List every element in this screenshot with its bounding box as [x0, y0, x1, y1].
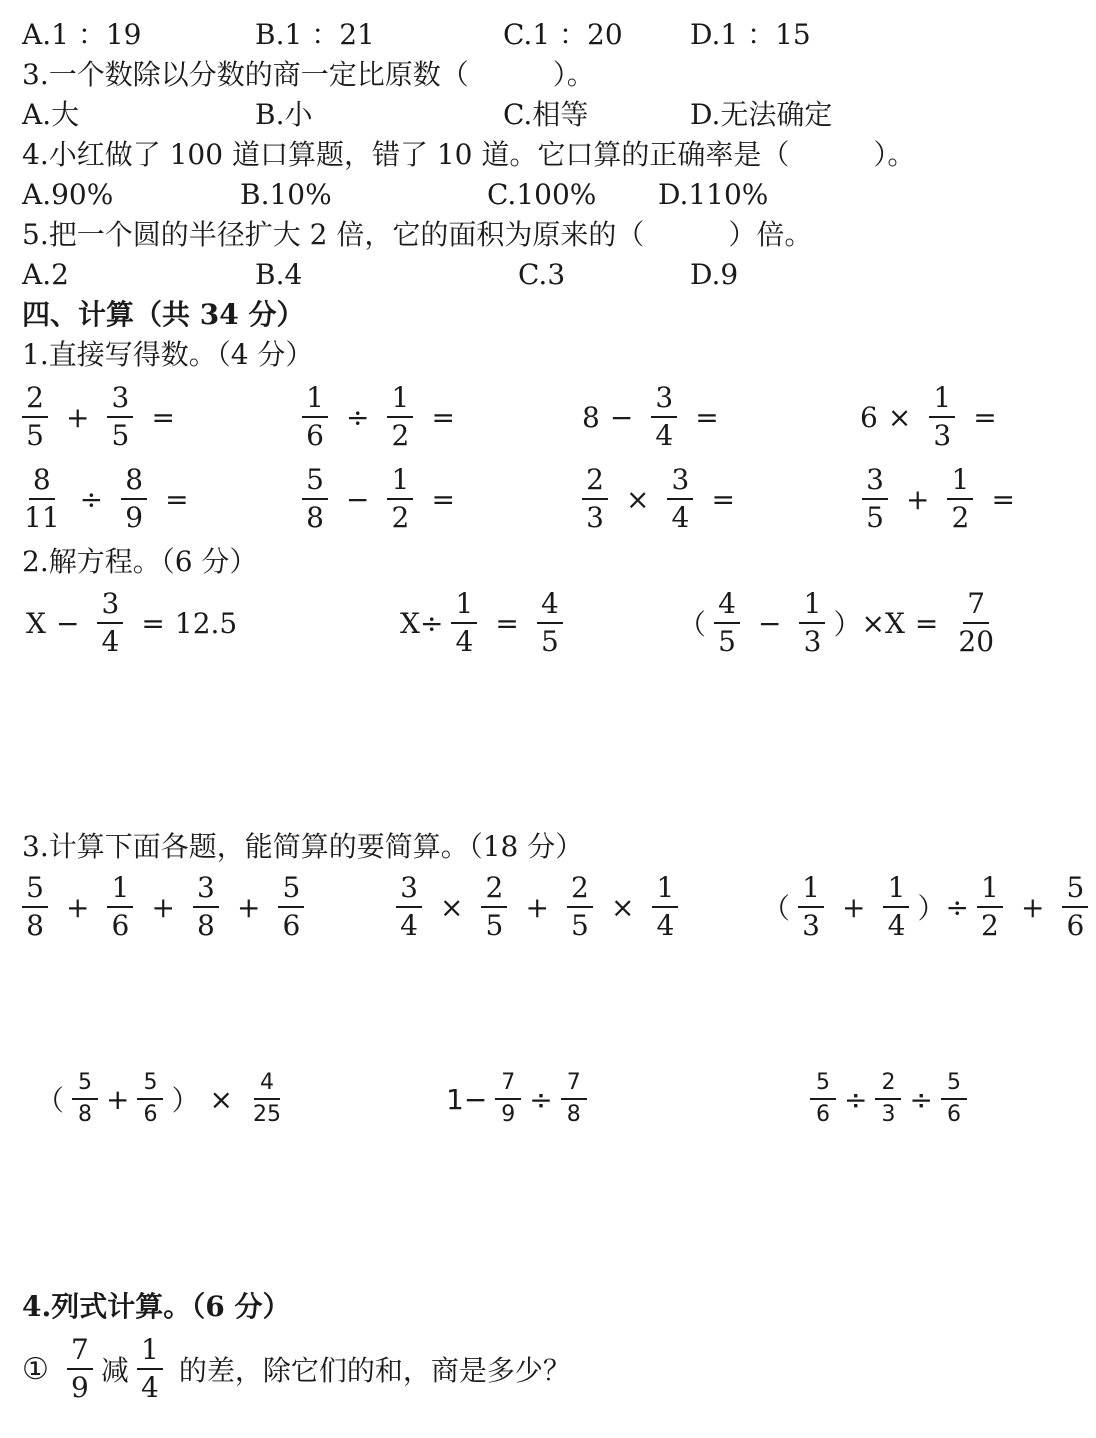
fraction: $\frac{2}{3}$ [875, 1072, 901, 1126]
circled-number-marker: ① [22, 1351, 49, 1387]
fraction: $\frac{5}{8}$ [72, 1072, 98, 1126]
part1-title: 1.直接写得数。（4 分） [22, 338, 314, 371]
fraction: $\frac{1}{3}$ [929, 384, 955, 450]
fraction: $\frac{3}{4}$ [651, 384, 677, 450]
part3-title: 3.计算下面各题，能简算的要简算。（18 分） [22, 830, 584, 863]
mental-calc-7 [574, 463, 745, 534]
left-paren: （ [762, 892, 791, 925]
fraction: $\frac{5}{6}$ [278, 874, 304, 940]
mental-calc-2 [294, 381, 465, 452]
operator: ÷ [945, 890, 969, 924]
right-paren: ） [171, 1084, 200, 1117]
fraction: $\frac{1}{6}$ [302, 384, 328, 450]
mental-calc-5 [14, 463, 199, 534]
operator: + [842, 890, 866, 924]
problem-text: 的差，除它们的和，商是多少？ [178, 1354, 571, 1387]
operator: − [346, 482, 370, 516]
calc-2 [388, 871, 686, 942]
variable-x: X [884, 606, 905, 640]
equals-sign: = [711, 482, 735, 516]
mental-calc-6 [294, 463, 465, 534]
q5-stem: 5.把一个圆的半径扩大 2 倍，它的面积为原来的（ ）倍。 [22, 218, 813, 251]
q2-option-a: A.1 ：19 [22, 18, 142, 51]
part2-title: 2.解方程。（6 分） [22, 545, 258, 578]
left-paren: （ [36, 1084, 65, 1117]
equation-3 [678, 587, 1004, 658]
fraction: $\frac{2}{3}$ [582, 466, 608, 532]
q3-option-c: C.相等 [503, 98, 589, 131]
operator: + [106, 1082, 130, 1116]
operator: × [626, 482, 650, 516]
equals-sign: = [695, 400, 719, 434]
equals-sign: = [431, 482, 455, 516]
operator: ÷ [909, 1082, 933, 1116]
equals-sign: = [141, 606, 165, 640]
operator: × [209, 1082, 233, 1116]
fraction: $\frac{3}{8}$ [193, 874, 219, 940]
fraction: $\frac{1}{4}$ [137, 1336, 163, 1402]
mental-calc-8 [854, 463, 1025, 534]
q5-option-b: B.4 [255, 258, 303, 291]
fraction: $\frac{1}{4}$ [883, 874, 909, 940]
fraction: $\frac{4}{25}$ [252, 1070, 281, 1127]
fraction: $\frac{1}{4}$ [652, 874, 678, 940]
fraction: $\frac{2}{5}$ [481, 874, 507, 940]
fraction: $\frac{1}{3}$ [798, 874, 824, 940]
fraction: $\frac{1}{4}$ [451, 590, 477, 656]
fraction: $\frac{4}{5}$ [714, 590, 740, 656]
q2-option-c: C.1 ：20 [503, 18, 623, 51]
variable-x: X [400, 606, 420, 640]
whole-number: 8 [582, 400, 600, 434]
fraction: $\frac{3}{4}$ [667, 466, 693, 532]
fraction: $\frac{8}{11}$ [24, 463, 60, 534]
equals-sign: = [914, 606, 939, 640]
operator: − [463, 1082, 488, 1116]
operator: − [609, 400, 634, 434]
q4-option-d: D.110% [658, 178, 769, 211]
operator: × [440, 890, 464, 924]
calc-3 [762, 871, 1096, 942]
rhs-value: 12.5 [174, 606, 238, 640]
equation-2 [400, 587, 571, 658]
fraction: $\frac{5}{6}$ [1062, 874, 1088, 940]
fraction: $\frac{1}{2}$ [387, 466, 413, 532]
right-paren: ） [917, 892, 946, 925]
fraction: $\frac{1}{2}$ [947, 466, 973, 532]
part4-title: 4.列式计算。（6 分） [22, 1290, 291, 1323]
operator: + [236, 890, 261, 924]
whole-number: 1 [446, 1082, 464, 1116]
fraction: $\frac{7}{9}$ [67, 1336, 93, 1402]
fraction: $\frac{5}{6}$ [137, 1072, 163, 1126]
calc-4 [36, 1072, 291, 1126]
operator: − [55, 606, 80, 640]
operator: + [151, 890, 175, 924]
equals-sign: = [151, 400, 175, 434]
calc-1 [14, 871, 312, 942]
operator: × [861, 606, 885, 640]
operator: + [906, 482, 930, 516]
fraction: $\frac{3}{5}$ [107, 384, 133, 450]
operator: ÷ [419, 606, 444, 640]
operator: ÷ [79, 482, 104, 516]
operator: × [887, 400, 912, 434]
fraction: $\frac{4}{5}$ [537, 590, 563, 656]
fraction: $\frac{7}{9}$ [495, 1072, 521, 1126]
fraction: $\frac{1}{2}$ [977, 874, 1003, 940]
calc-5 [446, 1072, 595, 1126]
q5-option-d: D.9 [690, 258, 739, 291]
fraction: $\frac{7}{20}$ [958, 587, 995, 658]
fraction: $\frac{5}{8}$ [22, 874, 48, 940]
fraction: $\frac{3}{5}$ [862, 466, 888, 532]
q3-option-a: A.大 [22, 98, 80, 131]
q3-option-b: B.小 [255, 98, 313, 131]
fraction: $\frac{3}{4}$ [97, 590, 123, 656]
fraction: $\frac{5}{6}$ [810, 1072, 836, 1126]
operator: + [525, 890, 549, 924]
mental-calc-3 [582, 381, 729, 452]
q4-option-c: C.100% [487, 178, 597, 211]
fraction: $\frac{8}{9}$ [121, 466, 147, 532]
q5-option-c: C.3 [518, 258, 566, 291]
fraction: $\frac{1}{3}$ [799, 590, 825, 656]
word-subtract: 减 [100, 1354, 129, 1387]
equals-sign: = [431, 400, 455, 434]
q3-stem: 3.一个数除以分数的商一定比原数（ ）。 [22, 58, 595, 91]
whole-number: 6 [860, 400, 878, 434]
operator: + [66, 400, 90, 434]
equation-1 [26, 587, 238, 658]
fraction: $\frac{1}{6}$ [107, 874, 133, 940]
fraction: $\frac{5}{8}$ [302, 466, 328, 532]
q4-stem: 4.小红做了 100 道口算题，错了 10 道。它口算的正确率是（ ）。 [22, 138, 916, 171]
operator: − [758, 606, 782, 640]
operator: ÷ [529, 1082, 553, 1116]
q2-option-d: D.1 ：15 [690, 18, 811, 51]
fraction: $\frac{3}{4}$ [396, 874, 422, 940]
operator: + [66, 890, 90, 924]
q3-option-d: D.无法确定 [690, 98, 833, 131]
word-problem-1 [22, 1333, 571, 1404]
fraction: $\frac{7}{8}$ [561, 1072, 587, 1126]
q4-option-b: B.10% [240, 178, 332, 211]
q2-option-b: B.1 ：21 [255, 18, 375, 51]
operator: × [610, 890, 635, 924]
equals-sign: = [973, 400, 997, 434]
q4-option-a: A.90% [22, 178, 114, 211]
left-paren: （ [678, 608, 707, 641]
equals-sign: = [495, 606, 519, 640]
right-paren: ） [833, 608, 862, 641]
equals-sign: = [165, 482, 189, 516]
fraction: $\frac{1}{2}$ [387, 384, 413, 450]
mental-calc-4 [860, 381, 1007, 452]
operator: + [1020, 890, 1045, 924]
fraction: $\frac{5}{6}$ [941, 1072, 967, 1126]
equals-sign: = [991, 482, 1015, 516]
operator: ÷ [346, 400, 370, 434]
variable-x: X [26, 606, 46, 640]
fraction: $\frac{2}{5}$ [22, 384, 48, 450]
fraction: $\frac{2}{5}$ [567, 874, 593, 940]
operator: ÷ [844, 1082, 868, 1116]
mental-calc-1 [14, 381, 185, 452]
q5-option-a: A.2 [22, 258, 69, 291]
section-title: 四、计算（共 34 分） [22, 298, 305, 331]
calc-6 [802, 1072, 975, 1126]
